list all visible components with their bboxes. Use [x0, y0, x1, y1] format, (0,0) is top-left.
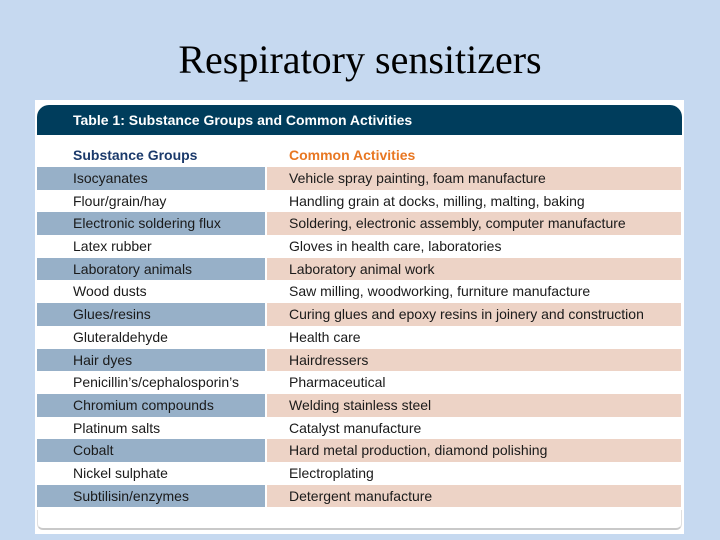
- substance-cell: Glues/resins: [37, 303, 265, 326]
- activity-cell: Catalyst manufacture: [289, 419, 422, 436]
- slide-title: Respiratory sensitizers: [178, 37, 542, 82]
- activity-cell: Handling grain at docks, milling, malting, baking: [289, 192, 585, 209]
- table-row: [37, 326, 681, 349]
- substance-cell: Laboratory animals: [37, 258, 265, 281]
- substance-cell: Platinum salts: [73, 419, 161, 436]
- table-row: [37, 212, 681, 235]
- substance-cell: Hair dyes: [37, 349, 265, 372]
- table-bottom-border: [37, 510, 682, 530]
- table-row: [37, 394, 681, 417]
- table-row: [37, 462, 681, 485]
- table-row: [37, 417, 681, 440]
- table-row: [37, 190, 681, 213]
- table-row: [37, 349, 681, 372]
- table-row: [37, 235, 681, 258]
- table-caption: Table 1: Substance Groups and Common Activities: [37, 105, 682, 135]
- activity-cell: Hairdressers: [267, 349, 681, 372]
- table-row: [37, 485, 681, 508]
- substance-table: [35, 100, 684, 534]
- substance-cell: Electronic soldering flux: [37, 212, 265, 235]
- activity-cell: Curing glues and epoxy resins in joinery and construction: [267, 303, 681, 326]
- activity-cell: Laboratory animal work: [267, 258, 681, 281]
- column-headings: [35, 144, 684, 166]
- activity-cell: Saw milling, woodworking, furniture manufacture: [289, 283, 591, 300]
- substance-cell: Chromium compounds: [37, 394, 265, 417]
- activity-cell: Hard metal production, diamond polishing: [267, 439, 681, 462]
- activity-cell: Detergent manufacture: [267, 485, 681, 508]
- table-row: [37, 167, 681, 190]
- activity-cell: Vehicle spray painting, foam manufacture: [267, 167, 681, 190]
- table-row: [37, 439, 681, 462]
- activity-cell: Health care: [289, 328, 361, 345]
- substance-cell: Cobalt: [37, 439, 265, 462]
- activity-cell: Gloves in health care, laboratories: [289, 238, 502, 255]
- substance-cell: Subtilisin/enzymes: [37, 485, 265, 508]
- substance-cell: Latex rubber: [73, 238, 152, 255]
- substance-cell: Gluteraldehyde: [73, 328, 168, 345]
- substance-cell: Flour/grain/hay: [73, 192, 167, 209]
- table-row: [37, 371, 681, 394]
- table-row: [37, 303, 681, 326]
- activity-cell: Pharmaceutical: [289, 374, 386, 391]
- table-body: [37, 167, 681, 507]
- substance-cell: Penicillin’s/cephalosporin’s: [73, 374, 240, 391]
- table-row: [37, 280, 681, 303]
- substance-cell: Wood dusts: [73, 283, 147, 300]
- common-activities-heading: Common Activities: [289, 147, 416, 163]
- activity-cell: Electroplating: [289, 464, 374, 481]
- table-row: [37, 258, 681, 281]
- substance-groups-heading: Substance Groups: [73, 147, 198, 163]
- substance-cell: Nickel sulphate: [73, 464, 168, 481]
- activity-cell: Welding stainless steel: [267, 394, 681, 417]
- activity-cell: Soldering, electronic assembly, computer manufacture: [267, 212, 681, 235]
- substance-cell: Isocyanates: [37, 167, 265, 190]
